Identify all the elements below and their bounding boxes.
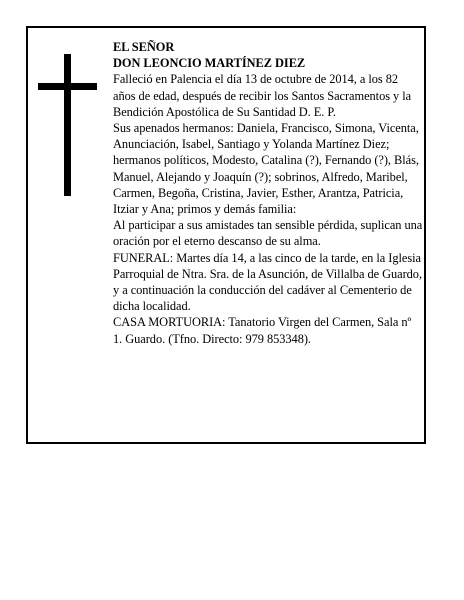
- cross-vertical-bar: [64, 54, 71, 196]
- death-announcement: Falleció en Palencia el día 13 de octubre de 2014, a los 82 años de edad, después de recibir los Santos Sacramentos y la Bendición Apostólica de Su Santidad D. E. P.: [113, 72, 412, 119]
- cross-horizontal-bar: [38, 83, 97, 90]
- family-list: Sus apenados hermanos: Daniela, Francisco, Simona, Vicenta, Anunciación, Isabel, Santiago y Yolanda Martínez Diez; hermanos políticos, Modesto, Catalina (?), Fernando (?), Blás, Manuel, Alejando y Joaquín (?); sobrinos, Alfredo, Maribel, Carmen, Begoña, Cristina, Javier, Esther, Arantza, Patricia, Itziar y Ana; primos y demás familia:: [113, 121, 419, 217]
- heading-title: EL SEÑOR: [113, 40, 175, 54]
- prayer-request: Al participar a sus amistades tan sensible pérdida, suplican una oración por el eterno descanso de su alma.: [113, 218, 423, 249]
- obituary-text: [113, 39, 423, 347]
- funeral-details: FUNERAL: Martes día 14, a las cinco de la tarde, en la Iglesia Parroquial de Ntra. Sra. de la Asunción, de Villalba de Guardo, y a continuación la conducción del cadáver al Cementerio de dicha localidad.: [113, 250, 422, 314]
- funeral-home-details: CASA MORTUORIA: Tanatorio Virgen del Carmen, Sala nº 1. Guardo. (Tfno. Directo: 979 853348).: [113, 315, 412, 346]
- deceased-name: DON LEONCIO MARTÍNEZ DIEZ: [113, 56, 306, 71]
